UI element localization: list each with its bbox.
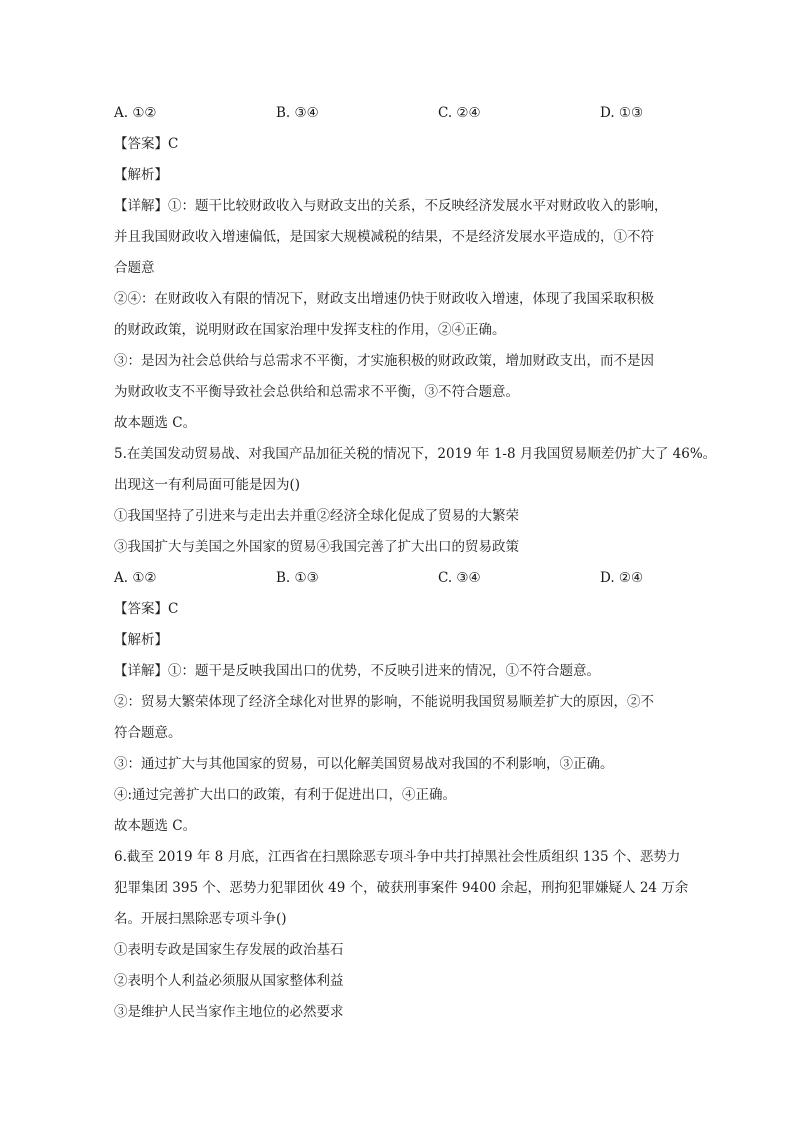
q4-detail-line: ②④：在财政收入有限的情况下，财政支出增速仍快于财政收入增速，体现了我国采取积极 bbox=[114, 291, 654, 307]
q6-statement: ③是维护人民当家作主地位的必然要求 bbox=[114, 1004, 344, 1020]
q5-detail-line: 符合题意。 bbox=[114, 725, 182, 741]
q5-option-d: D. ②④ bbox=[600, 570, 644, 586]
q4-option-d: D. ①③ bbox=[600, 105, 644, 121]
q6-stem-line: 名。开展扫黑除恶专项斗争() bbox=[114, 911, 287, 927]
q5-detail-line: ④:通过完善扩大出口的政策，有利于促进出口，④正确。 bbox=[114, 787, 457, 803]
q4-detail-line: 【详解】①：题干比较财政收入与财政支出的关系，不反映经济发展水平对财政收入的影响， bbox=[114, 198, 668, 214]
q5-conclusion: 故本题选 C。 bbox=[114, 818, 197, 834]
q5-detail-line: ②：贸易大繁荣体现了经济全球化对世界的影响，不能说明我国贸易顺差扩大的原因，②不 bbox=[114, 694, 654, 710]
q5-answer: 【答案】C bbox=[114, 601, 179, 617]
q4-detail-line: 并且我国财政收入增速偏低，是国家大规模减税的结果，不是经济发展水平造成的，①不符 bbox=[114, 229, 654, 245]
q4-detail-line: ③：是因为社会总供给与总需求不平衡，才实施积极的财政政策，增加财政支出，而不是因 bbox=[114, 353, 654, 369]
q5-option-c: C. ③④ bbox=[438, 570, 481, 586]
q4-detail-line: 的财政政策，说明财政在国家治理中发挥支柱的作用，②④正确。 bbox=[114, 322, 506, 338]
q4-option-c: C. ②④ bbox=[438, 105, 481, 121]
q4-detail-line: 为财政收支不平衡导致社会总供给和总需求不平衡，③不符合题意。 bbox=[114, 384, 519, 400]
q6-stem-line: 犯罪集团 395 个、恶势力犯罪团伙 49 个，破获刑事案件 9400 余起，刑拘犯罪嫌疑人 24 万余 bbox=[114, 880, 689, 896]
q6-statement: ②表明个人利益必须服从国家整体利益 bbox=[114, 973, 344, 989]
q5-detail-line: ③：通过扩大与其他国家的贸易，可以化解美国贸易战对我国的不利影响，③正确。 bbox=[114, 756, 614, 772]
q4-option-a: A. ①② bbox=[114, 105, 157, 121]
q4-answer: 【答案】C bbox=[114, 136, 179, 152]
q4-analysis-heading: 【解析】 bbox=[114, 167, 168, 183]
q6-statement: ①表明专政是国家生存发展的政治基石 bbox=[114, 942, 344, 958]
q5-stem-line: 5.在美国发动贸易战、对我国产品加征关税的情况下，2019 年 1-8 月我国贸易顺差仍扩大了 46%。 bbox=[114, 446, 717, 462]
q4-conclusion: 故本题选 C。 bbox=[114, 415, 197, 431]
q6-stem-line: 6.截至 2019 年 8 月底，江西省在扫黑除恶专项斗争中共打掉黑社会性质组织 135 个、恶势力 bbox=[114, 849, 681, 865]
q5-statement: ①我国坚持了引进来与走出去并重②经济全球化促成了贸易的大繁荣 bbox=[114, 508, 519, 524]
q5-option-b: B. ①③ bbox=[276, 570, 319, 586]
q4-option-b: B. ③④ bbox=[276, 105, 319, 121]
q5-stem-line: 出现这一有利局面可能是因为() bbox=[114, 477, 301, 493]
q5-analysis-heading: 【解析】 bbox=[114, 632, 168, 648]
q4-detail-line: 合题意 bbox=[114, 260, 155, 276]
q5-detail-line: 【详解】①：题干是反映我国出口的优势，不反映引进来的情况，①不符合题意。 bbox=[114, 663, 600, 679]
q5-option-a: A. ①② bbox=[114, 570, 157, 586]
q5-statement: ③我国扩大与美国之外国家的贸易④我国完善了扩大出口的贸易政策 bbox=[114, 539, 519, 555]
